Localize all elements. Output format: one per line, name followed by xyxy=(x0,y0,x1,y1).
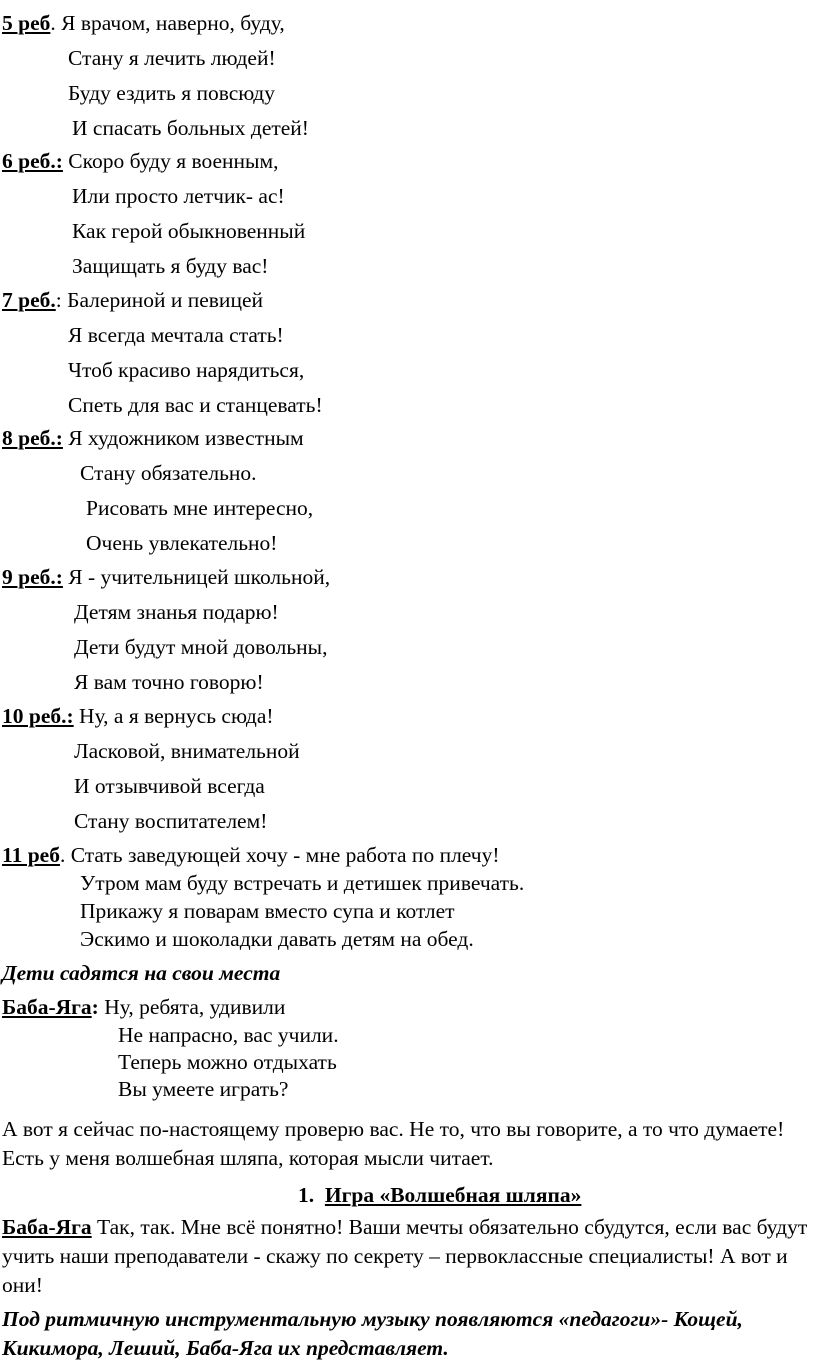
speaker-label: 5 реб xyxy=(2,11,51,35)
stanza-6-line-1 xyxy=(2,148,278,174)
verse-line: Стану воспитателем! xyxy=(74,809,268,833)
verse-line: Ну, а я вернусь сюда! xyxy=(79,704,274,728)
verse-line: Ласковой, внимательной xyxy=(74,739,300,763)
verse-line: Стать заведующей хочу - мне работа по плечу! xyxy=(70,843,500,867)
verse-line: Вы умеете играть? xyxy=(118,1077,289,1101)
stage-direction: Дети садятся на свои места xyxy=(2,961,281,985)
verse-line: Стану я лечить людей! xyxy=(68,46,276,70)
verse-line: Защищать я буду вас! xyxy=(72,254,269,278)
verse-line: Я художником известным xyxy=(68,426,304,450)
verse-line: Я - учительницей школьной, xyxy=(68,565,331,589)
stanza-8-line-1 xyxy=(2,425,304,451)
speaker-label: 9 реб.: xyxy=(2,565,63,589)
speaker-label: 7 реб. xyxy=(2,288,56,312)
verse-line: Как герой обыкновенный xyxy=(72,219,306,243)
stanza-10-line-1 xyxy=(2,703,274,729)
verse-line: Скоро буду я военным, xyxy=(68,149,279,173)
verse-line: Теперь можно отдыхать xyxy=(118,1050,337,1074)
verse-line: Очень увлекательно! xyxy=(86,531,278,555)
speaker-label: 6 реб.: xyxy=(2,149,63,173)
verse-line: Прикажу я поварам вместо супа и котлет xyxy=(80,899,455,923)
speaker-label: 10 реб.: xyxy=(2,704,74,728)
stanza-11-line-1: 11 реб. Стать заведующей хочу - мне работа по плечу! xyxy=(2,843,500,867)
stanza-9-line-1 xyxy=(2,564,330,590)
verse-line: Детям знанья подарю! xyxy=(74,600,279,624)
speaker-label: 8 реб.: xyxy=(2,426,63,450)
verse-line: Эскимо и шоколадки давать детям на обед. xyxy=(80,927,474,951)
verse-line: Ну, ребята, удивили xyxy=(104,995,286,1019)
baba-yaga-speech xyxy=(2,1213,814,1300)
verse-line: Я вам точно говорю! xyxy=(74,670,264,694)
verse-line: Утром мам буду встречать и детишек привечать. xyxy=(80,871,525,895)
heading-title: Игра «Волшебная шляпа» xyxy=(324,1183,582,1207)
verse-line: Балериной и певицей xyxy=(67,288,263,312)
game-heading xyxy=(298,1182,581,1208)
speaker-label: Баба-Яга xyxy=(2,995,92,1019)
verse-line: И отзывчивой всегда xyxy=(74,774,265,798)
heading-number: 1. xyxy=(298,1183,315,1207)
verse-line: Я врачом, наверно, буду, xyxy=(61,11,285,35)
stage-direction-final: Под ритмичную инструментальную музыку появляются «педагоги»- Кощей, Кикимора, Леший, Баба-Яга их представляет. xyxy=(2,1307,743,1360)
verse-line: Стану обязательно. xyxy=(80,461,257,485)
speech-text: Так, так. Мне всё понятно! Ваши мечты обязательно сбудутся, если вас будут учить наши преподаватели - скажу по секрету – первоклассные специалисты! А вот и они! xyxy=(2,1215,808,1297)
stanza-5-line-1: 5 реб. Я врачом, наверно, буду, xyxy=(2,11,285,35)
verse-line: Буду ездить я повсюду xyxy=(68,81,275,105)
verse-line: Или просто летчик- ас! xyxy=(72,184,285,208)
stanza-7-line-1: 7 реб.: Балериной и певицей xyxy=(2,288,263,312)
verse-line: И спасать больных детей! xyxy=(72,116,309,140)
verse-line: Чтоб красиво нарядиться, xyxy=(68,358,305,382)
verse-line: Дети будут мной довольны, xyxy=(74,635,328,659)
prose-paragraph: А вот я сейчас по-настоящему проверю вас. Не то, что вы говорите, а то что думаете! Есть у меня волшебная шляпа, которая мысли читает. xyxy=(2,1117,785,1170)
speaker-label: 11 реб xyxy=(2,843,60,867)
speaker-label: Баба-Яга xyxy=(2,1215,92,1239)
verse-line: Рисовать мне интересно, xyxy=(86,496,314,520)
baba-yaga-line-1: Баба-Яга: Ну, ребята, удивили xyxy=(2,995,286,1019)
verse-line: Не напрасно, вас учили. xyxy=(118,1023,339,1047)
verse-line: Я всегда мечтала стать! xyxy=(68,323,284,347)
verse-line: Спеть для вас и станцевать! xyxy=(68,393,323,417)
